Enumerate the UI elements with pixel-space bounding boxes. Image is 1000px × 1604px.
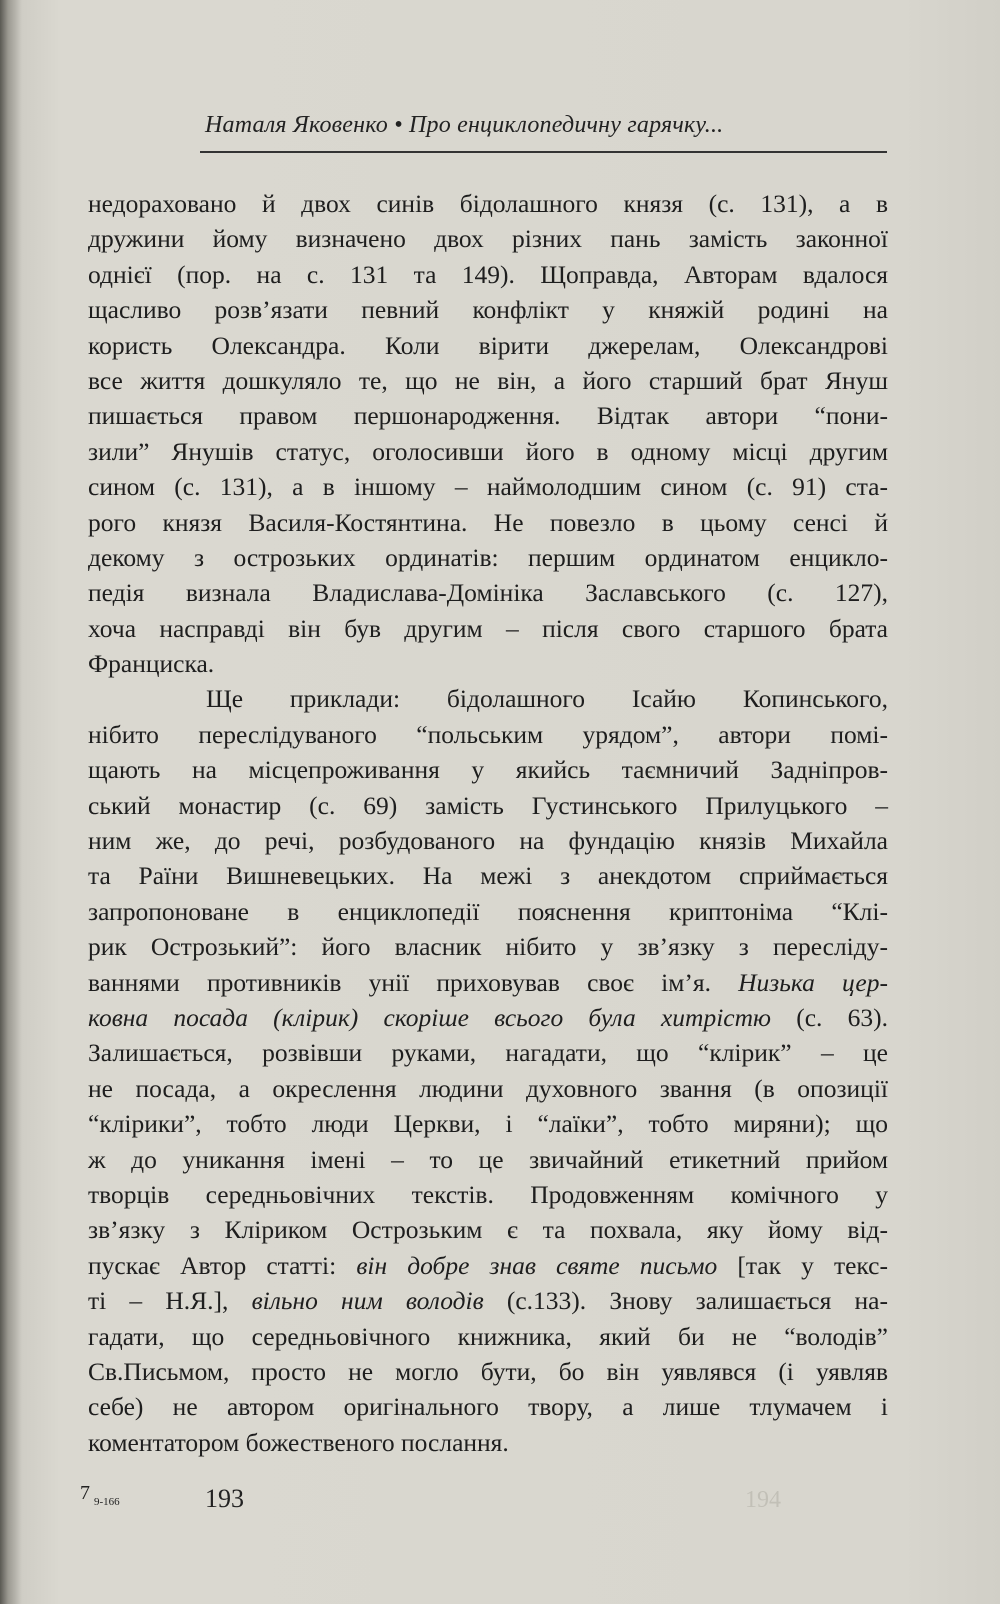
bleed-through-page-number: 194 [745, 1487, 781, 1513]
text-line: Св.Письмом, просто не могло бути, бо він уявлявся (і уявляв [88, 1356, 888, 1386]
header-author: Наталя Яковенко [205, 112, 388, 138]
text-line: ним же, до речі, розбудованого на фундацію князів Михайла [88, 826, 888, 856]
text-line: не посада, а окреслення людини духовного звання (в опозиції [88, 1073, 888, 1103]
text-line: та Раїни Вишневецьких. На межі з анекдотом сприймається [88, 861, 888, 891]
text-line: хоча насправді він був другим – після свого старшого брата [88, 613, 888, 643]
header-rule [200, 151, 887, 153]
text-line: нібито переслідуваного “польським урядом”, автори помі- [88, 719, 888, 749]
header-separator: • [387, 112, 409, 138]
italic-quote: вільно ним володів [251, 1286, 484, 1316]
text-line: запропоноване в енциклопедії пояснення криптоніма “Клі- [88, 896, 888, 926]
text-line: недораховано й двох синів бідолашного князя (с. 131), а в [88, 189, 888, 218]
printer-signature: 7 $_{9-166}$ [80, 1482, 120, 1508]
signature-code: 9-166 [94, 1496, 120, 1508]
page-number: 193 [205, 1484, 244, 1513]
text-line: ті – Н.Я.], вільно ним володів (с.133). Знову залишається на- [88, 1286, 888, 1316]
text-line: зв’язку з Кліриком Острозьким є та похвала, яку йому від- [88, 1215, 888, 1245]
text-line: ський монастир (с. 69) замість Густинського Прилуцького – [88, 790, 888, 820]
text-line: дружини йому визначено двох різних пань замість законної [88, 224, 888, 254]
text-line: Ще приклади: бідолашного Ісайю Копинського, [206, 684, 888, 714]
text-line: ваннями противників унії приховував своє ім’я. Низька цер- [88, 967, 888, 997]
text-line: щасливо розв’язати певний конфлікт у княжій родині на [88, 295, 888, 325]
running-header [205, 112, 885, 139]
text-line: пускає Автор статті: він добре знав святе письмо [так у текс- [88, 1250, 888, 1280]
text-line: все життя дошкуляло те, що не він, а його старший брат Януш [88, 365, 888, 395]
text-line: сином (с. 131), а в іншому – наймолодшим сином (с. 91) ста- [88, 472, 888, 502]
text-line: пишається правом першонародження. Відтак автори “пони- [88, 401, 888, 431]
body-text [88, 186, 888, 1460]
text-line: творців середньовічних текстів. Продовженням комічного у [88, 1179, 888, 1209]
text-line: гадати, що середньовічного книжника, який би не “володів” [88, 1321, 888, 1351]
text-line: ковна посада (клірик) скоріше всього була хитрістю (с. 63). [88, 1002, 888, 1032]
italic-quote: ковна посада (клірик) скоріше всього була хитрістю [88, 1002, 771, 1032]
text-line: Залишається, розвівши руками, нагадати, що “клірик” – це [88, 1038, 888, 1068]
text-line: Франциска. [88, 649, 215, 679]
text-line: себе) не автором оригінального твору, а лише тлумачем і [88, 1392, 888, 1422]
text-line: декому з острозьких ординатів: першим ординатом енцикло- [88, 542, 888, 572]
text-line: ж до уникання імені – то це звичайний етикетний прийом [88, 1144, 888, 1174]
text-line: рого князя Василя-Костянтина. Не повезло в цьому сенсі й [88, 507, 888, 537]
italic-quote: Низька цер- [738, 967, 888, 997]
italic-quote: він добре знав святе письмо [356, 1250, 718, 1280]
text-line: коментатором божественого послання. [88, 1427, 509, 1457]
text-line: рик Острозький”: його власник нібито у зв’язку з пересліду- [88, 932, 888, 962]
header-title: Про енциклопедичну гарячку... [408, 112, 724, 138]
text-line: користь Олександра. Коли вірити джерелам, Олександрові [88, 330, 888, 360]
text-line: “клірики”, тобто люди Церкви, і “лаїки”, тобто миряни); що [88, 1109, 888, 1139]
text-line: зили” Янушів статус, оголосивши його в одному місці другим [88, 436, 888, 466]
text-line: однієї (пор. на с. 131 та 149). Щоправда, Авторам вдалося [88, 259, 888, 289]
text-line: щають на місцепроживання у якийсь таємничий Задніпров- [88, 755, 888, 785]
text-line: педія визнала Владислава-Домініка Заславського (с. 127), [88, 578, 888, 608]
